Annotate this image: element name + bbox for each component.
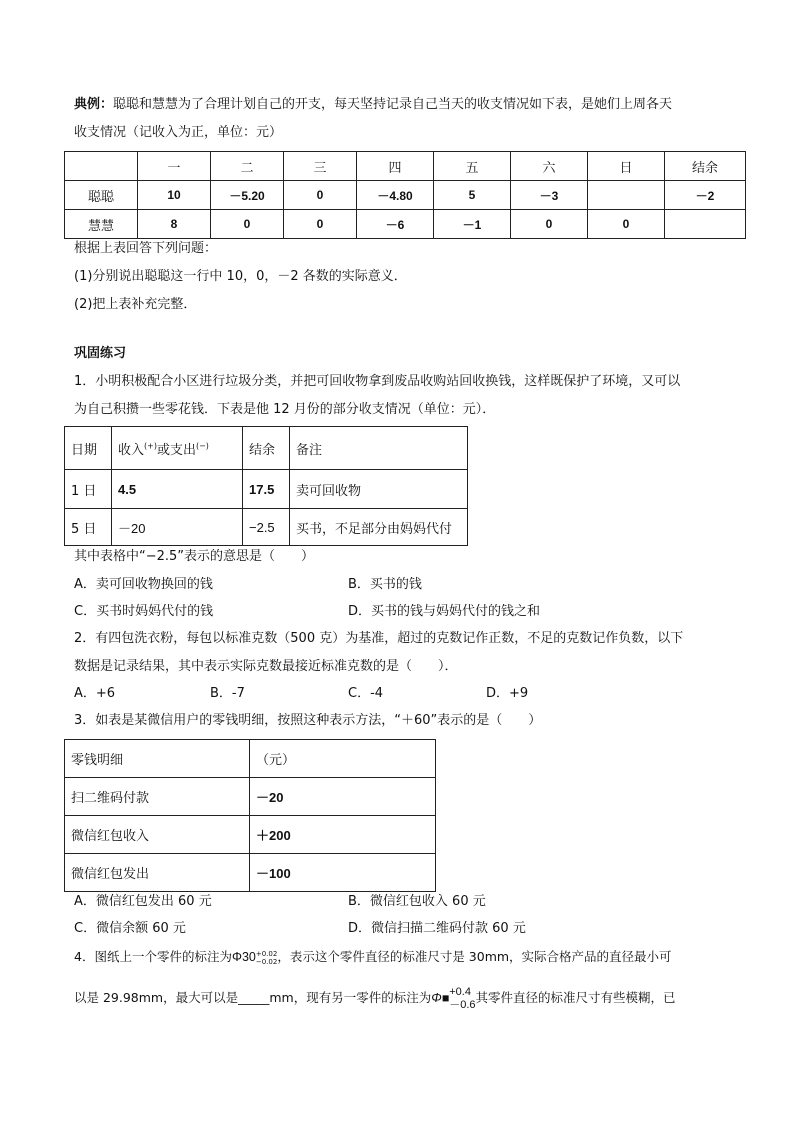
table-cell: －100	[250, 854, 436, 892]
table-cell: 8	[138, 210, 211, 239]
row-label: 慧慧	[65, 210, 138, 239]
table-cell: ＋200	[250, 816, 436, 854]
p2-option-d: D．+9	[486, 686, 529, 701]
table-cell: －20	[112, 509, 243, 546]
table-cell: 10	[138, 181, 211, 210]
p2-option-c: C．-4	[348, 686, 384, 701]
p1-option-c: C．买书时妈妈代付的钱	[74, 604, 214, 619]
table-cell: －6	[357, 210, 434, 239]
example-q-intro: 根据上表回答下列问题：	[74, 241, 218, 256]
p4-phi2: Φ■	[431, 991, 450, 1005]
p1-line2: 为自己积攒一些零花钱．下表是他 12 月份的部分收支情况（单位：元）．	[74, 402, 496, 417]
p1-table	[64, 426, 468, 546]
p4-tol-down2: －0.6	[449, 998, 476, 1011]
p3-table	[64, 739, 436, 892]
table-row	[65, 778, 436, 816]
p2-line2: 数据是记录结果，其中表示实际克数最接近标准克数的是（ ）．	[74, 659, 458, 674]
p1-question: 其中表格中“−2.5”表示的意思是（ ）	[74, 549, 315, 564]
table-cell: 4.5	[112, 470, 243, 509]
table-cell: 0	[511, 210, 588, 239]
header-cell: 结余	[243, 427, 290, 470]
table-cell: 微信红包发出	[65, 854, 250, 892]
header-cell: 四	[357, 152, 434, 181]
p4-tolerance2	[449, 986, 475, 1012]
header-cell: 二	[211, 152, 284, 181]
p4-tol-down1: −0.02	[255, 957, 278, 966]
row-label: 聪聪	[65, 181, 138, 210]
p2-option-b: B．-7	[210, 686, 245, 701]
example-text1: 聪聪和慧慧为了合理计划自己的开支，每天坚持记录自己当天的收支情况如下表，是她们上周各天	[113, 97, 673, 112]
example-intro-line1	[74, 96, 672, 114]
example-label: 典例：	[74, 97, 114, 112]
table-cell: 0	[284, 181, 357, 210]
table-row	[65, 181, 746, 210]
p3-line1: 3．如表是某微信用户的零钱明细，按照这种表示方法，“＋60”表示的是（ ）	[74, 713, 542, 728]
table-cell: －2	[665, 181, 746, 210]
p1-line1: 1．小明积极配合小区进行垃圾分类，并把可回收物拿到废品收购站回收换钱，这样既保护了环境，又可以	[74, 374, 681, 389]
table-cell: 5	[434, 181, 511, 210]
p1-option-b: B．买书的钱	[348, 577, 422, 592]
header-cell	[112, 427, 243, 470]
table-row	[65, 740, 436, 778]
header-cell: 日	[588, 152, 665, 181]
table-cell: －3	[511, 181, 588, 210]
table-cell: －5.20	[211, 181, 284, 210]
header-in: 收入	[118, 442, 145, 458]
table-cell: 0	[284, 210, 357, 239]
p4-tolerance1	[256, 950, 277, 966]
p4-tol-up2: +0.4	[449, 985, 471, 998]
plus-sign: (+)	[144, 441, 157, 451]
minus-sign: (−)	[195, 441, 209, 451]
header-cell: 五	[434, 152, 511, 181]
table-cell: －4.80	[357, 181, 434, 210]
table-cell: 微信红包收入	[65, 816, 250, 854]
header-cell: 结余	[665, 152, 746, 181]
table-cell: （元）	[250, 740, 436, 778]
practice-title: 巩固练习	[74, 346, 127, 361]
p4-tol-up1: +0.02	[255, 949, 278, 958]
table-cell: 0	[588, 210, 665, 239]
header-cell: 一	[138, 152, 211, 181]
table-cell: 0	[211, 210, 284, 239]
p4-phi1: Φ30	[231, 950, 256, 964]
p3-option-c: C．微信余额 60 元	[74, 921, 186, 936]
p2-option-a: A．+6	[74, 686, 116, 701]
p3-option-d: D．微信扫描二维码付款 60 元	[348, 921, 526, 936]
p1-option-d: D．买书的钱与妈妈代付的钱之和	[348, 604, 541, 619]
p4-line1	[74, 948, 672, 966]
header-cell: 日期	[65, 427, 112, 470]
table-row	[65, 470, 468, 509]
p4-line2	[74, 985, 676, 1012]
answer-blank: _____	[238, 990, 270, 1005]
table-cell: 买书，不足部分由妈妈代付	[290, 509, 468, 546]
table-cell: −2.5	[243, 509, 290, 546]
example-q2: (2)把上表补充完整．	[74, 297, 197, 312]
table-cell	[665, 210, 746, 239]
p1-option-a: A．卖可回收物换回的钱	[74, 577, 213, 592]
table-cell: －20	[250, 778, 436, 816]
table-row	[65, 816, 436, 854]
p2-line1: 2．有四包洗衣粉，每包以标准克数（500 克）为基准，超过的克数记作正数，不足的克数记作负数，以下	[74, 631, 684, 646]
p3-option-a: A．微信红包发出 60 元	[74, 894, 212, 909]
example-text2: 收支情况（记收入为正，单位：元）	[74, 125, 283, 140]
p4-line2b: mm，现有另一零件的标注为	[269, 990, 432, 1005]
header-cell: 三	[284, 152, 357, 181]
table-cell: 17.5	[243, 470, 290, 509]
example-q1: (1)分别说出聪聪这一行中 10，0，－2 各数的实际意义．	[74, 269, 407, 284]
table-cell: 零钱明细	[65, 740, 250, 778]
header-cell: 备注	[290, 427, 468, 470]
table-row	[65, 509, 468, 546]
table-cell: －1	[434, 210, 511, 239]
table-cell: 扫二维码付款	[65, 778, 250, 816]
p3-option-b: B．微信红包收入 60 元	[348, 894, 486, 909]
table-cell	[588, 181, 665, 210]
header-or: 或支出	[156, 442, 196, 458]
table-row	[65, 854, 436, 892]
p4-part1: 4．图纸上一个零件的标注为	[74, 949, 232, 964]
table-cell: 5 日	[65, 509, 112, 546]
header-cell	[65, 152, 138, 181]
table-header-row	[65, 427, 468, 470]
table-row	[65, 210, 746, 239]
table-header-row	[65, 152, 746, 181]
p4-line2a: 以是 29.98mm，最大可以是	[74, 990, 239, 1005]
header-cell: 六	[511, 152, 588, 181]
p4-line2c: 其零件直径的标准尺寸有些模糊，已	[475, 990, 676, 1005]
table-cell: 1 日	[65, 470, 112, 509]
table-cell: 卖可回收物	[290, 470, 468, 509]
p4-part2: ，表示这个零件直径的标准尺寸是 30mm，实际合格产品的直径最小可	[277, 949, 672, 964]
example-table	[64, 151, 746, 239]
